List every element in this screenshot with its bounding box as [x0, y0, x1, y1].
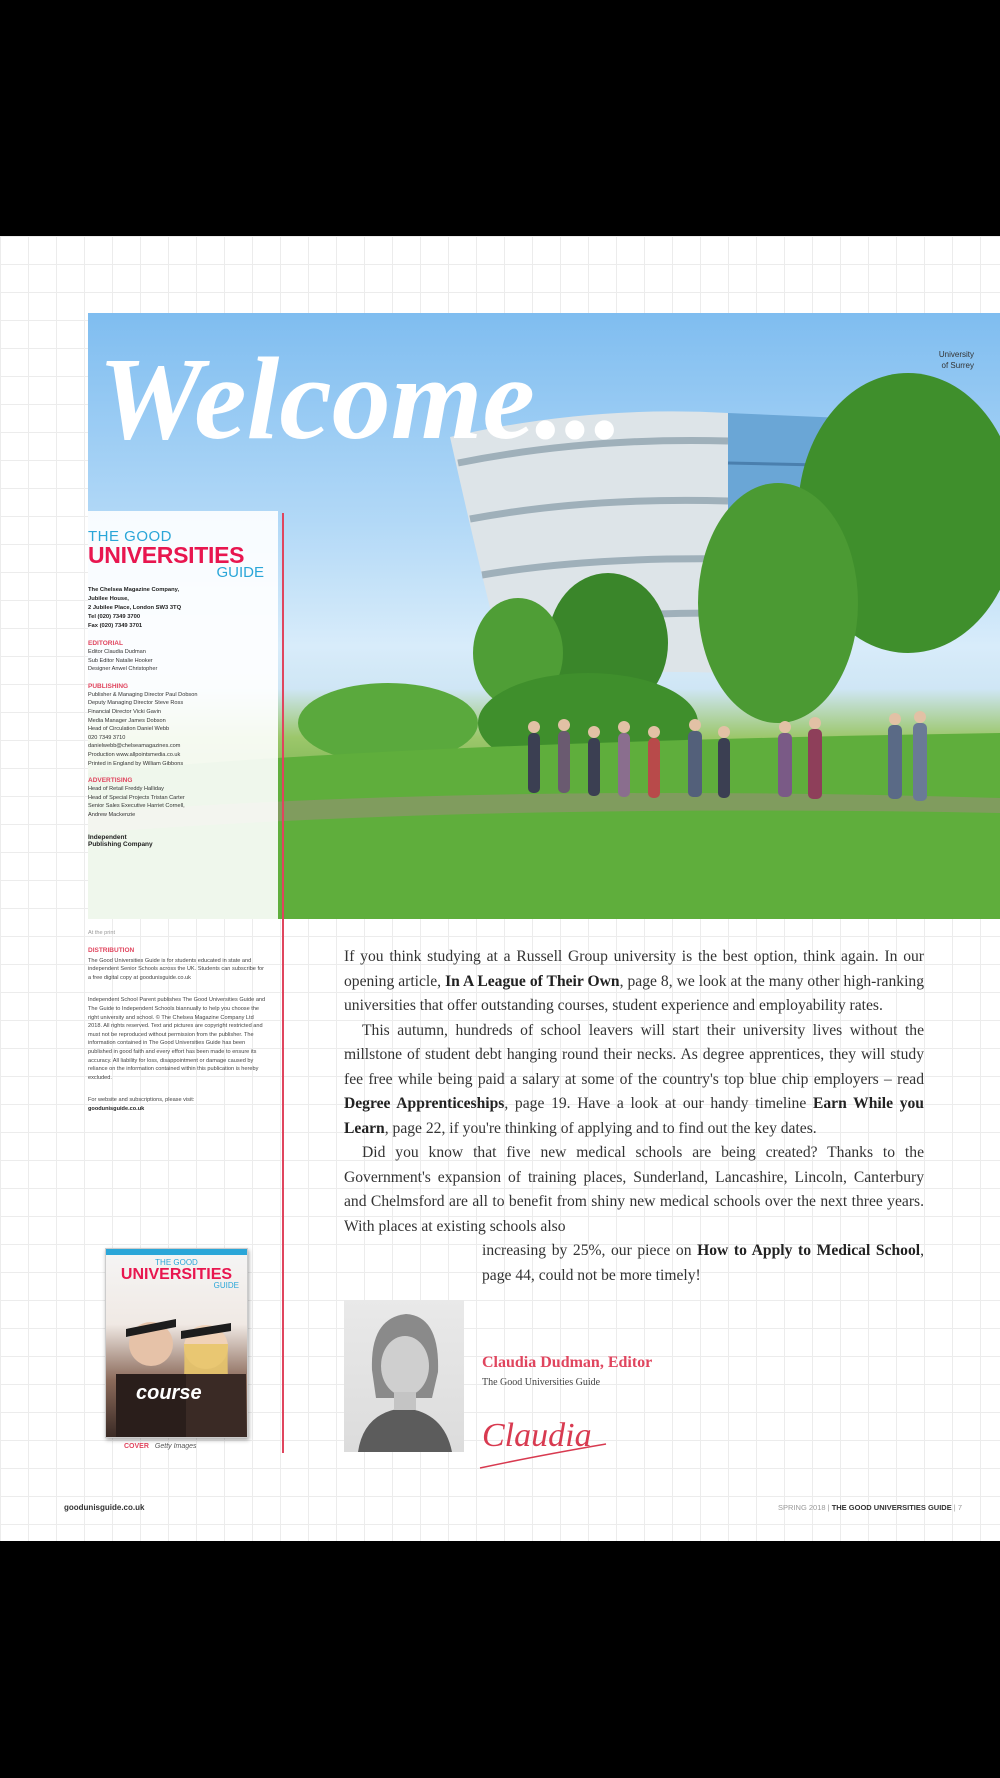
footer-folio: SPRING 2018 | THE GOOD UNIVERSITIES GUIDE | 7	[778, 1503, 962, 1512]
footer-website: goodunisguide.co.uk	[64, 1503, 145, 1512]
editor-publication: The Good Universities Guide	[482, 1377, 601, 1388]
guide-logo: THE GOOD UNIVERSITIES GUIDE	[88, 528, 264, 581]
cover-photo	[106, 1299, 248, 1438]
distribution-text: The Good Universities Guide is for students educated in state and independent Senior Schools across the UK. Students can subscribe for a free digital copy at goodunisguide.co.uk	[88, 957, 264, 981]
welcome-text: Welcome...	[98, 333, 624, 464]
photo-credit: University of Surrey	[938, 350, 974, 370]
publishing-credits: Publisher & Managing Director Paul Dobson Deputy Managing Director Steve Ross Financial Director Vicki Gavin Media Manager James Dobson Head of Circulation Daniel Webb 020 7349 3710 danielwebb@chelseamagazines.com Production www.allpointsmedia.co.uk Printed in England by William Gibbons	[88, 691, 198, 767]
publishing-heading: PUBLISHING	[88, 682, 129, 690]
masthead-lower: At the print DISTRIBUTION The Good Universities Guide is for students educated in state and independent Senior Schools across the UK. Students can subscribe for a free digital copy at goodunisguide.co.uk Independent School Parent publishes The Good Universities Guide and The Guide to Independent Schools biannually to help you choose the right university and school. © The Chelsea Magazine Company Ltd 2018. All rights reserved. Text and pictures are copyright restricted and must not be reproduced without permission from the publisher. The information contained in The Good Universities Guide has been published in good faith and every effort has been made to ensure its accuracy. All liability for loss, disappointment or damage caused by reliance on the information contained within this publication is hereby excluded. For website and subscriptions, please visit: goodunisguide.co.uk	[88, 930, 266, 1112]
editor-signature	[476, 1398, 616, 1478]
paragraph-3-continued: increasing by 25%, our piece on How to Apply to Medical School, page 44, could not be more timely!	[482, 1242, 925, 1284]
publisher-logo: Independent Publishing Company	[88, 833, 153, 848]
masthead-panel	[88, 511, 278, 919]
editor-portrait	[344, 1300, 464, 1452]
editor-name: Claudia Dudman, Editor	[482, 1354, 653, 1371]
editorial-heading: EDITORIAL	[88, 640, 123, 647]
cover-caption: COVER Getty Images	[124, 1443, 197, 1450]
paragraph-2: This autumn, hundreds of school leavers will start their university lives without the millstone of student debt hanging round their necks. As degree apprentices, they will study fee free while being paid a salary at some of the country's top blue chip employers – read Degree Apprenticeships, page 19. Have a look at our handy timeline Earn While you Learn, page 22, if you're thinking of applying and to find out the key dates.	[344, 1021, 924, 1137]
advertising-credits: Head of Retail Freddy Halliday Head of Special Projects Tristan Carter Senior Sales Executive Harriet Cornell, Andrew Mackenzie	[88, 786, 185, 818]
publisher-address: The Chelsea Magazine Company, Jubilee House, 2 Jubilee Place, London SW3 3TQ Tel (020) 7349 3700 Fax (020) 7349 3701	[88, 587, 182, 629]
welcome-headline	[88, 313, 728, 483]
paragraph-3: Did you know that five new medical schools are being created? Thanks to the Government's expansion of training places, Sunderland, Lancashire, Lincoln, Canterbury and Chelmsford are all to benefit from shiny new medical schools over the next three years. With places at existing schools also	[344, 1144, 924, 1235]
sidebar-rule	[282, 513, 284, 1453]
editorial-credits: Editor Claudia Dudman Sub Editor Natalie Hooker Designer Anwel Christopher	[88, 649, 158, 673]
paragraph-1: If you think studying at a Russell Group university is the best option, think again. In our opening article, In A League of Their Own, page 8, we look at the many other high-ranking universities that offer outstanding courses, student experience and employability rates.	[344, 948, 924, 1014]
svg-text:Claudia: Claudia	[482, 1417, 592, 1454]
cover-thumbnail: THE GOOD UNIVERSITIES GUIDE course	[105, 1248, 248, 1438]
advertising-heading: ADVERTISING	[88, 777, 133, 785]
editor-letter	[344, 945, 924, 1288]
magazine-page	[0, 236, 1000, 1541]
website-intro: For website and subscriptions, please visit: goodunisguide.co.uk	[88, 1097, 195, 1112]
legal-text: Independent School Parent publishes The Good Universities Guide and The Guide to Independent Schools biannually to help you choose the right university and school. © The Chelsea Magazine Company Ltd 2018. All rights reserved. Text and pictures are copyright restricted and must not be reproduced without permission from the publisher. The information contained in The Good Universities Guide has been published in good faith and every effort has been made to ensure its accuracy. All liability for loss, disappointment or damage caused by reliance on the information contained within this publication is hereby excluded.	[88, 997, 266, 1081]
distribution-heading: DISTRIBUTION	[88, 946, 135, 954]
